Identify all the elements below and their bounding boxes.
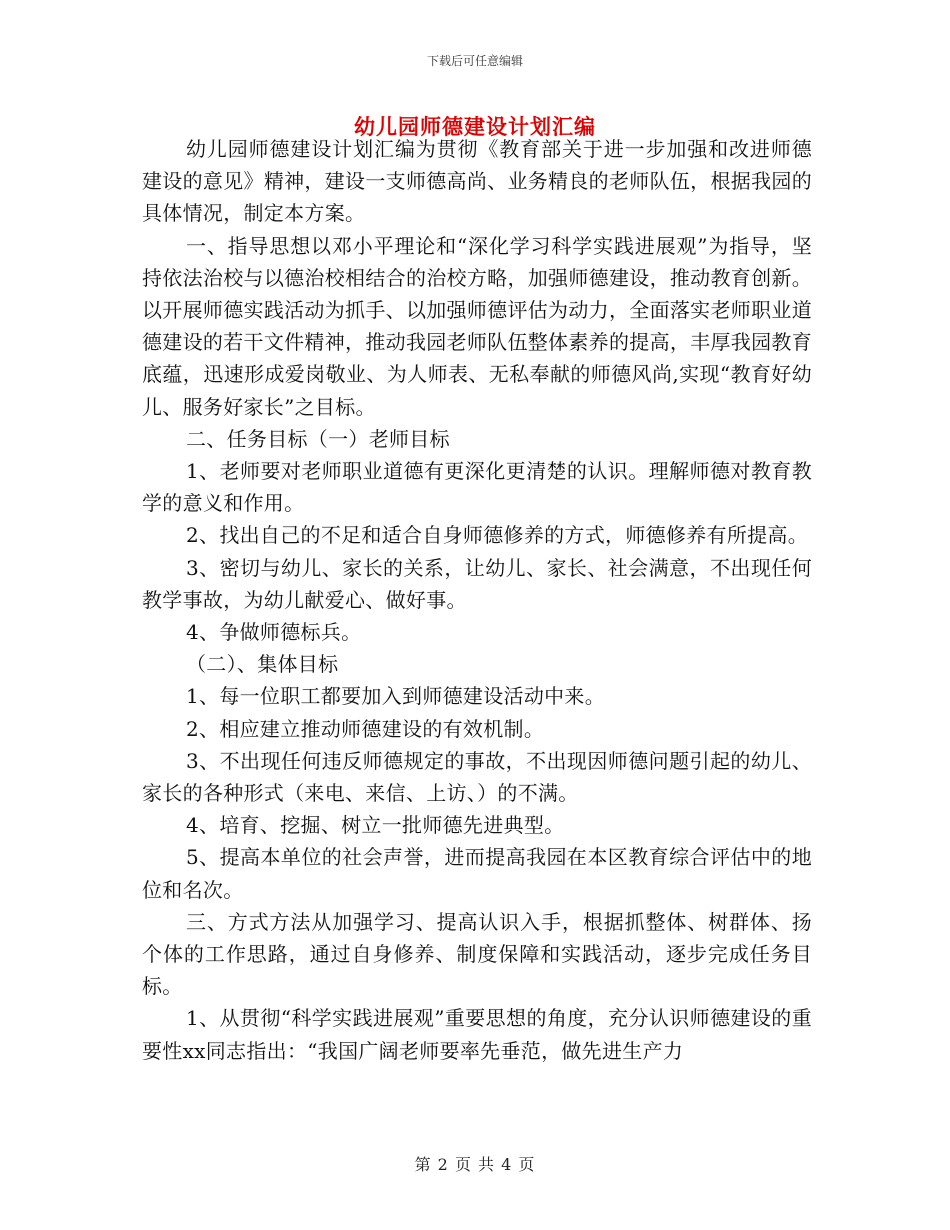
- paragraph-collective-goal-4: 4、培育、挖掘、树立一批师德先进典型。: [186, 813, 565, 838]
- document-body: [142, 133, 812, 1067]
- paragraph-teacher-goal-3: 3、密切与幼儿、家长的关系，让幼儿、家长、社会满意，不出现任何教学事故，为幼儿献爱心、做好事。: [142, 555, 812, 612]
- paragraph-teacher-goal-4: 4、争做师德标兵。: [186, 620, 362, 645]
- paragraph-collective-goal-2: 2、相应建立推动师德建设的有效机制。: [186, 716, 545, 741]
- document-title: 幼儿园师德建设计划汇编: [354, 114, 596, 139]
- paragraph-method-1: 1、从贯彻“科学实践进展观”重要思想的角度，充分认识师德建设的重要性xx同志指出：“我国广阔老师要率先垂范，做先进生产力: [142, 1006, 812, 1063]
- paragraph-task-goals-heading: 二、任务目标（一）老师目标: [186, 426, 450, 451]
- paragraph-guiding-thought: 一、指导思想以邓小平理论和“深化学习科学实践进展观”为指导，坚持依法治校与以德治校相结合的治校方略，加强师德建设，推动教育创新。以开展师德实践活动为抓手、以加强师德评估为动力，全面落实老师职业道德建设的若干文件精神，推动我园老师队伍整体素养的提高，丰厚我园教育底蕴，迅速形成爱岗敬业、为人师表、无私奉献的师德风尚,实现“教育好幼儿、服务好家长”之目标。: [142, 233, 812, 419]
- paragraph-teacher-goal-1: 1、老师要对老师职业道德有更深化更清楚的认识。理解师德对教育教学的意义和作用。: [142, 459, 812, 516]
- header-note: 下载后可任意编辑: [426, 54, 523, 68]
- paragraph-collective-goal-1: 1、每一位职工都要加入到师德建设活动中来。: [186, 684, 606, 709]
- paragraph-intro: 幼儿园师德建设计划汇编为贯彻《教育部关于进一步加强和改进师德建设的意见》精神，建设一支师德高尚、业务精良的老师队伍，根据我园的具体情况，制定本方案。: [142, 137, 812, 226]
- paragraph-teacher-goal-2: 2、找出自己的不足和适合自身师德修养的方式，师德修养有所提高。: [186, 523, 809, 548]
- page-footer: 第 2 页 共 4 页: [414, 1155, 536, 1174]
- paragraph-methods: 三、方式方法从加强学习、提高认识入手，根据抓整体、树群体、扬个体的工作思路，通过自身修养、制度保障和实践活动，逐步完成任务目标。: [142, 909, 812, 999]
- paragraph-collective-goals-heading: （二）、集体目标: [186, 652, 339, 677]
- paragraph-collective-goal-5: 5、提高本单位的社会声誉，进而提高我园在本区教育综合评估中的地位和名次。: [142, 845, 812, 902]
- paragraph-collective-goal-3: 3、不出现任何违反师德规定的事故，不出现因师德问题引起的幼儿、家长的各种形式（来电、来信、上访、）的不满。: [142, 748, 812, 806]
